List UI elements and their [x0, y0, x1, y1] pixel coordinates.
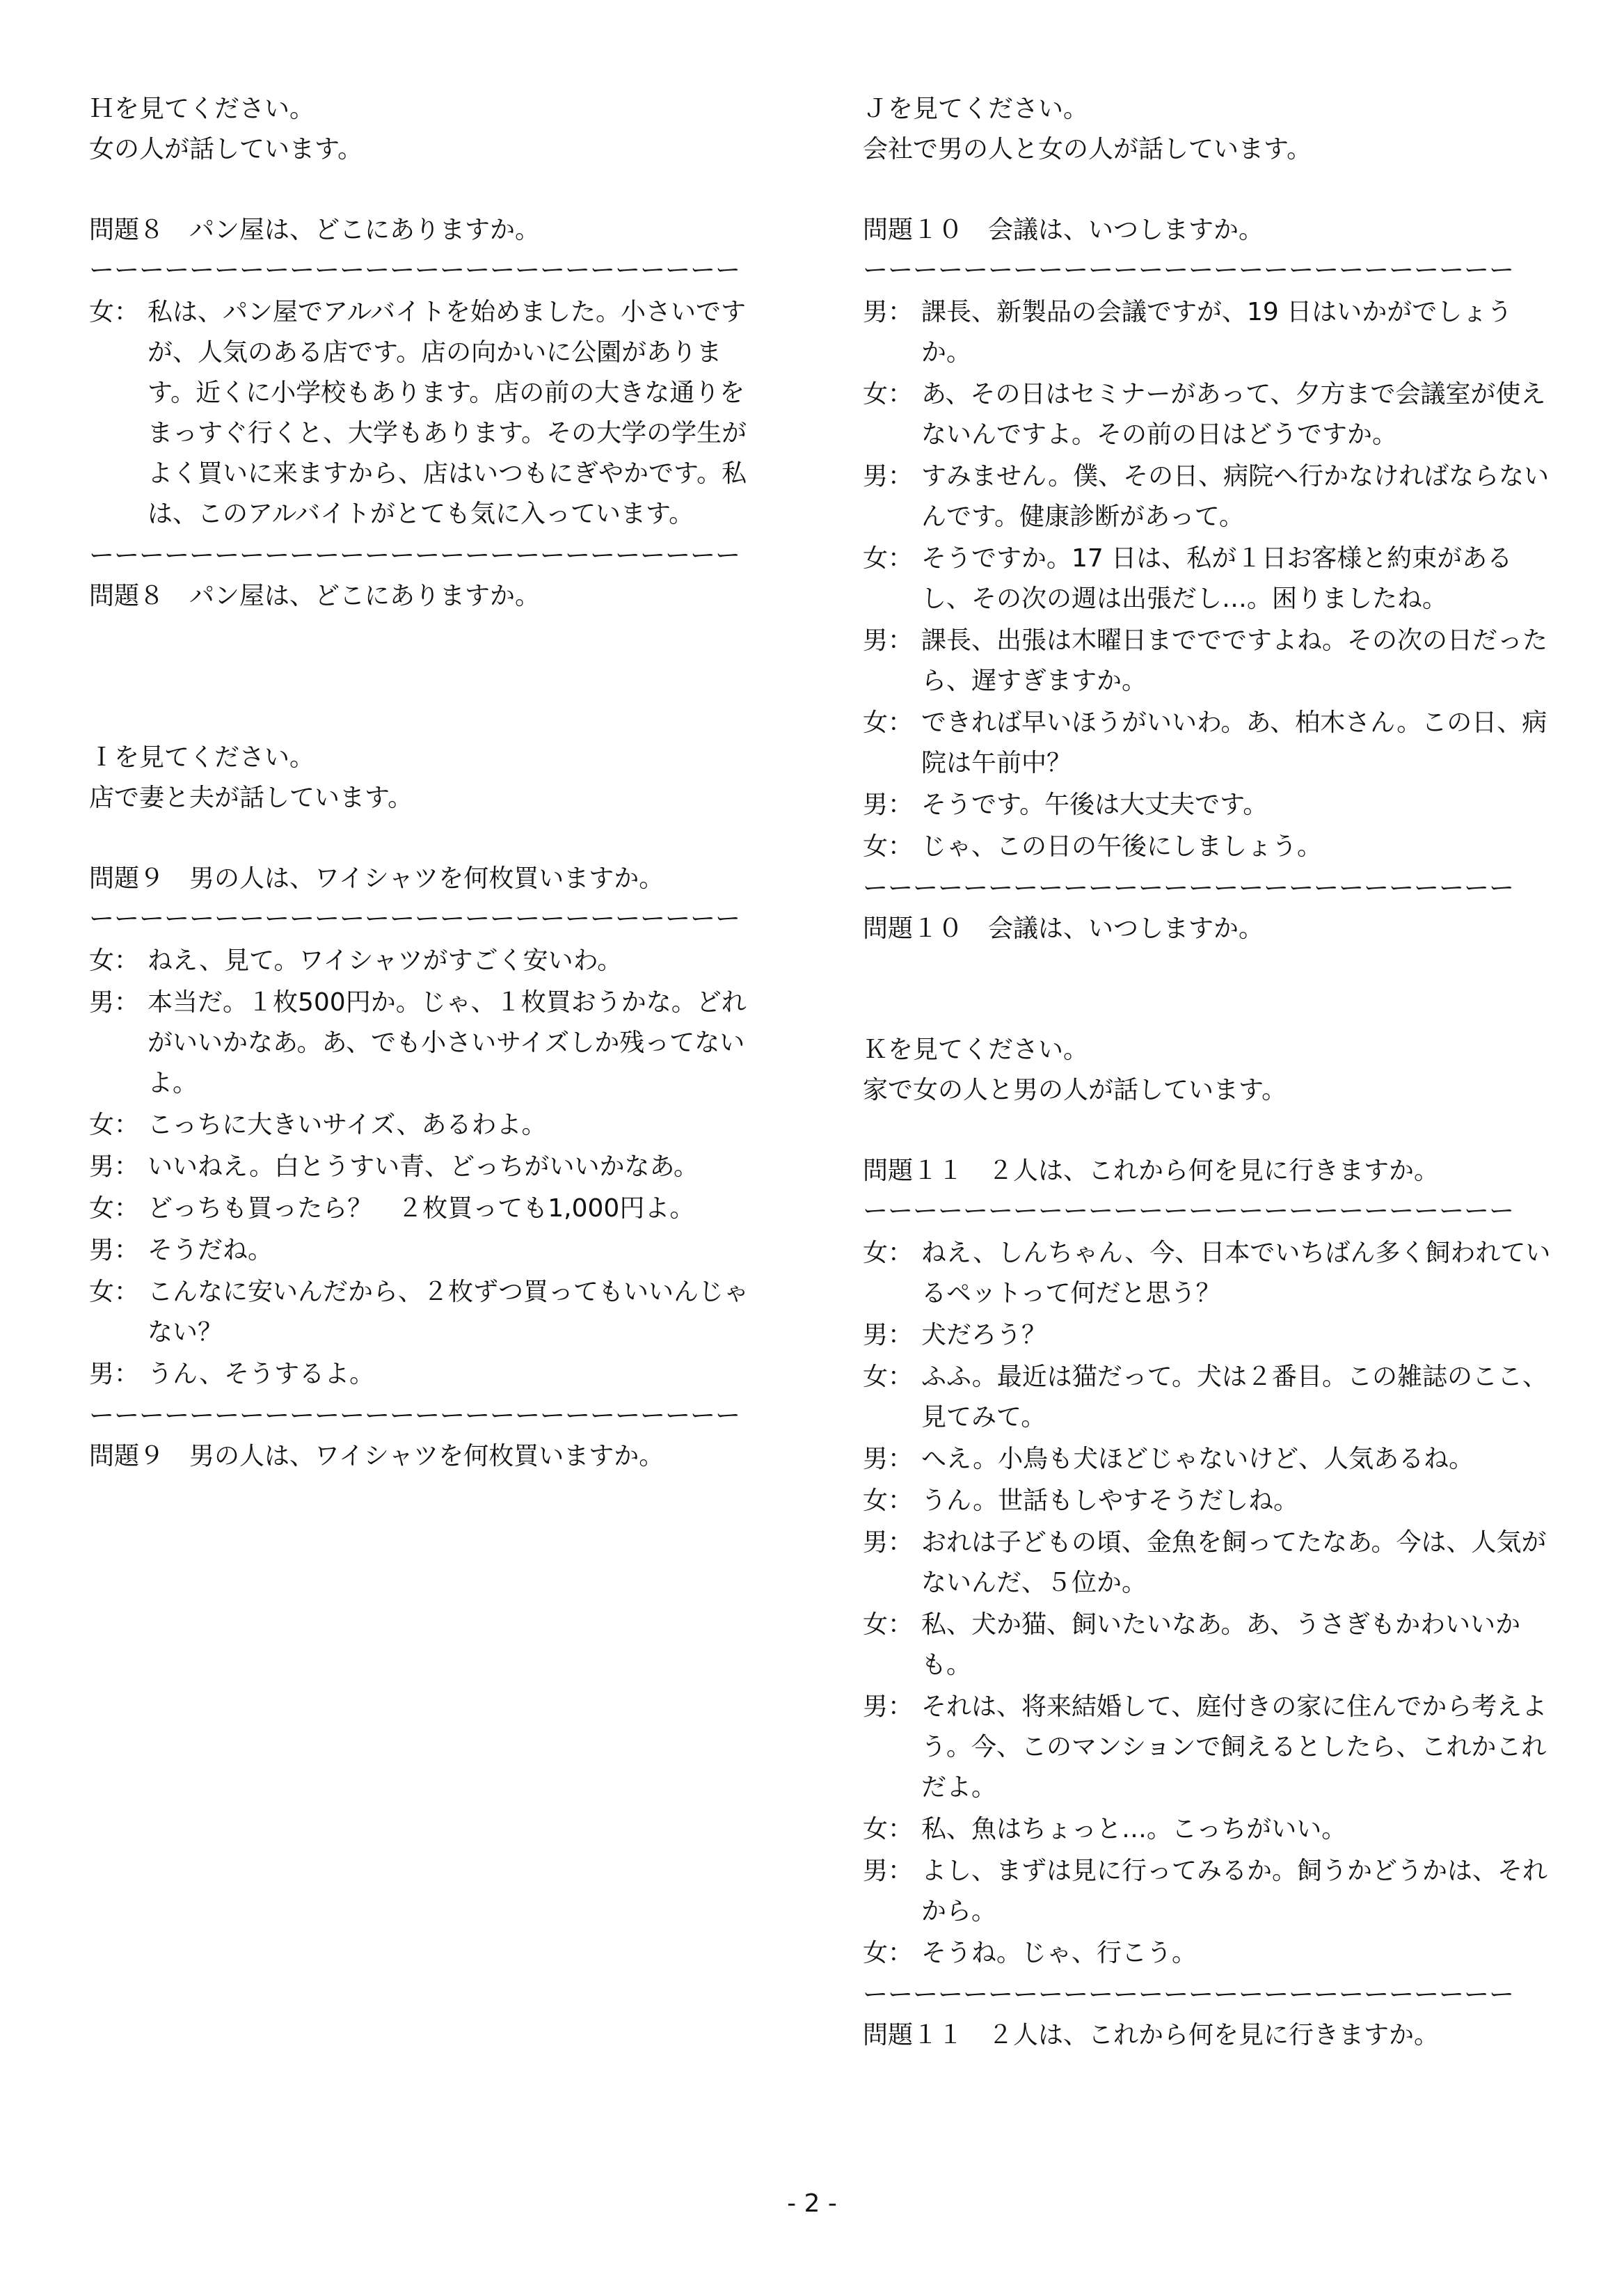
dialogue-text: 犬だろう？: [921, 1321, 1047, 1349]
dialogue-turn: [863, 1933, 1559, 1974]
intro-line: Ｉを見てください。: [89, 743, 315, 772]
dialogue-turn: [863, 1233, 1559, 1314]
separator-line: ーーーーーーーーーーーーーーーーーーーーーーーーーー: [863, 1197, 1515, 1225]
intro-line: Ｈを見てください。: [89, 95, 315, 123]
dialogue-text: おれは子どもの頃、金魚を飼ってたなあ。今は、人気がないんだ、５位か。: [921, 1528, 1547, 1597]
dialogue-text: うん。世話もしやすそうだしね。: [921, 1486, 1299, 1515]
question-heading: 問題９ 男の人は、ワイシャツを何枚買いますか。: [89, 864, 664, 893]
speaker-label: 女：: [89, 1111, 140, 1139]
question-repeat: 問題１１ ２人は、これから何を見に行きますか。: [863, 2021, 1440, 2049]
section-intro: [89, 738, 757, 818]
dialogue-turn: [89, 1105, 757, 1145]
dialogue-turn: [863, 827, 1559, 867]
separator-line: ーーーーーーーーーーーーーーーーーーーーーーーーーー: [89, 541, 741, 570]
intro-line: 会社で男の人と女の人が話しています。: [863, 135, 1312, 164]
dialogue-text: うん、そうするよ。: [148, 1360, 375, 1388]
speaker-label: 女：: [89, 1278, 140, 1306]
speaker-label: 男：: [89, 1236, 140, 1264]
dialogue-turn: [89, 1147, 757, 1187]
section-j: [863, 89, 1559, 949]
speaker-label: 男：: [89, 988, 140, 1017]
dialogue-text: ねえ、しんちゃん、今、日本でいちばん多く飼われているペットって何だと思う？: [921, 1239, 1551, 1308]
separator-line: ーーーーーーーーーーーーーーーーーーーーーーーーーー: [863, 874, 1515, 903]
dialogue-text: こっちに大きいサイズ、あるわよ。: [148, 1111, 547, 1139]
speaker-label: 男：: [863, 626, 914, 655]
speaker-label: 男：: [863, 462, 914, 491]
question-repeat: 問題９ 男の人は、ワイシャツを何枚買いますか。: [89, 1442, 664, 1470]
dialogue-turn: [863, 1809, 1559, 1850]
speaker-label: 女：: [863, 1363, 914, 1391]
dialogue-turn: [863, 785, 1559, 825]
right-column: [863, 89, 1559, 2056]
speaker-label: 女：: [863, 708, 914, 737]
speaker-label: 女：: [89, 1194, 140, 1223]
dialogue-turn: [89, 1189, 757, 1229]
page-number: - 2 -: [787, 2189, 837, 2218]
intro-line: 家で女の人と男の人が話しています。: [863, 1076, 1287, 1104]
dialogue-turn: [89, 941, 757, 981]
dialogue-text: へえ。小鳥も犬ほどじゃないけど、人気あるね。: [921, 1445, 1474, 1473]
dialogue-text: 私、魚はちょっと…。こっちがいい。: [921, 1815, 1347, 1843]
dialogue-turn: [863, 1523, 1559, 1603]
speaker-label: 女：: [89, 298, 140, 326]
speaker-label: 女：: [863, 1610, 914, 1639]
intro-line: Ｊを見てください。: [863, 95, 1089, 123]
dialogue-turn: [863, 1357, 1559, 1438]
separator-line: ーーーーーーーーーーーーーーーーーーーーーーーーーー: [89, 905, 741, 933]
dialogue-turn: [863, 1851, 1559, 1932]
question-heading: 問題１１ ２人は、これから何を見に行きますか。: [863, 1157, 1440, 1185]
section-h: [89, 89, 757, 617]
left-column: [89, 89, 757, 1477]
section-intro: [863, 1030, 1559, 1111]
dialogue-turn: [863, 621, 1559, 701]
speaker-label: 男：: [89, 1152, 140, 1181]
speaker-label: 男：: [863, 298, 914, 326]
dialogue-text: こんなに安いんだから、２枚ずつ買ってもいいんじゃない？: [148, 1278, 749, 1347]
dialogue-turn: [863, 457, 1559, 537]
speaker-label: 女：: [863, 832, 914, 861]
dialogue-turn: [863, 703, 1559, 784]
dialogue-turn: [863, 1439, 1559, 1479]
dialogue-text: あ、その日はセミナーがあって、夕方まで会議室が使えないんですよ。その前の日はどうですか。: [921, 380, 1546, 449]
dialogue-turn: [89, 1230, 757, 1271]
section-i: [89, 738, 757, 1477]
question-repeat: 問題１０ 会議は、いつしますか。: [863, 914, 1264, 943]
dialogue-turn: [863, 1687, 1559, 1808]
intro-line: 店で妻と夫が話しています。: [89, 784, 413, 812]
dialogue-turn: [89, 292, 757, 534]
dialogue-text: そうです。午後は大丈夫です。: [921, 791, 1268, 819]
speaker-label: 男：: [863, 1692, 914, 1721]
dialogue-turn: [863, 1315, 1559, 1356]
dialogue-text: そうだね。: [148, 1236, 273, 1264]
speaker-label: 男：: [863, 1528, 914, 1557]
dialogue-turn: [89, 1272, 757, 1353]
dialogue-text: どっちも買ったら？ ２枚買っても1,000円よ。: [148, 1194, 695, 1223]
speaker-label: 女：: [863, 544, 914, 573]
speaker-label: 女：: [863, 380, 914, 408]
dialogue-turn: [863, 1481, 1559, 1521]
separator-line: ーーーーーーーーーーーーーーーーーーーーーーーーーー: [89, 1402, 741, 1430]
question-heading: 問題１０ 会議は、いつしますか。: [863, 216, 1264, 244]
speaker-label: 女：: [89, 946, 140, 975]
dialogue-text: そうですか。17 日は、私が１日お客様と約束があるし、その次の週は出張だし…。困りましたね。: [921, 544, 1513, 613]
dialogue-turn: [89, 1354, 757, 1395]
dialogue-text: いいねえ。白とうすい青、どっちがいいかなあ。: [148, 1152, 699, 1181]
dialogue-text: 本当だ。１枚500円か。じゃ、１枚買おうかな。どれがいいかなあ。あ、でも小さいサイズしか残ってないよ。: [148, 988, 747, 1097]
section-intro: [863, 89, 1559, 170]
dialogue-text: そうね。じゃ、行こう。: [921, 1939, 1197, 1967]
speaker-label: 男：: [863, 791, 914, 819]
speaker-label: 男：: [863, 1445, 914, 1473]
separator-line: ーーーーーーーーーーーーーーーーーーーーーーーーーー: [89, 256, 741, 285]
speaker-label: 男：: [863, 1857, 914, 1885]
dialogue-turn: [89, 983, 757, 1104]
dialogue-turn: [863, 539, 1559, 619]
dialogue-text: よし、まずは見に行ってみるか。飼うかどうかは、それから。: [921, 1857, 1548, 1926]
speaker-label: 女：: [863, 1939, 914, 1967]
speaker-label: 女：: [863, 1815, 914, 1843]
dialogue-turn: [863, 292, 1559, 373]
question-repeat: 問題８ パン屋は、どこにありますか。: [89, 582, 541, 610]
section-k: [863, 1030, 1559, 2056]
intro-line: Ｋを見てください。: [863, 1036, 1089, 1064]
dialogue-text: 私、犬か猫、飼いたいなあ。あ、うさぎもかわいいかも。: [921, 1610, 1521, 1679]
dialogue-text: 課長、出張は木曜日まででですよね。その次の日だったら、遅すぎますか。: [921, 626, 1548, 695]
section-intro: [89, 89, 757, 170]
dialogue-text: 課長、新製品の会議ですが、19 日はいかがでしょうか。: [921, 298, 1513, 367]
separator-line: ーーーーーーーーーーーーーーーーーーーーーーーーーー: [863, 256, 1515, 285]
speaker-label: 男：: [863, 1321, 914, 1349]
question-heading: 問題８ パン屋は、どこにありますか。: [89, 216, 541, 244]
dialogue-text: 私は、パン屋でアルバイトを始めました。小さいですが、人気のある店です。店の向かいに公園があります。近くに小学校もあります。店の前の大きな通りをまっすぐ行くと、大学もあります。その大学の学生がよく買いに来ますから、店はいつもにぎやかです。私は、このアルバイトがとても気に入っています。: [148, 298, 747, 528]
dialogue-text: できれば早いほうがいいわ。あ、柏木さん。この日、病院は午前中？: [921, 708, 1547, 777]
dialogue-text: すみません。僕、その日、病院へ行かなければならないんです。健康診断があって。: [921, 462, 1550, 531]
dialogue-text: ふふ。最近は猫だって。犬は２番目。この雑誌のここ、見てみて。: [921, 1363, 1548, 1431]
dialogue-text: じゃ、この日の午後にしましょう。: [921, 832, 1323, 861]
speaker-label: 女：: [863, 1239, 914, 1267]
dialogue-text: ねえ、見て。ワイシャツがすごく安いわ。: [148, 946, 623, 975]
dialogue-turn: [863, 374, 1559, 455]
intro-line: 女の人が話しています。: [89, 135, 363, 164]
dialogue-text: それは、将来結婚して、庭付きの家に住んでから考えよう。今、このマンションで飼えるとしたら、これかこれだよ。: [921, 1692, 1547, 1802]
speaker-label: 女：: [863, 1486, 914, 1515]
separator-line: ーーーーーーーーーーーーーーーーーーーーーーーーーー: [863, 1981, 1515, 2009]
speaker-label: 男：: [89, 1360, 140, 1388]
dialogue-turn: [863, 1605, 1559, 1685]
